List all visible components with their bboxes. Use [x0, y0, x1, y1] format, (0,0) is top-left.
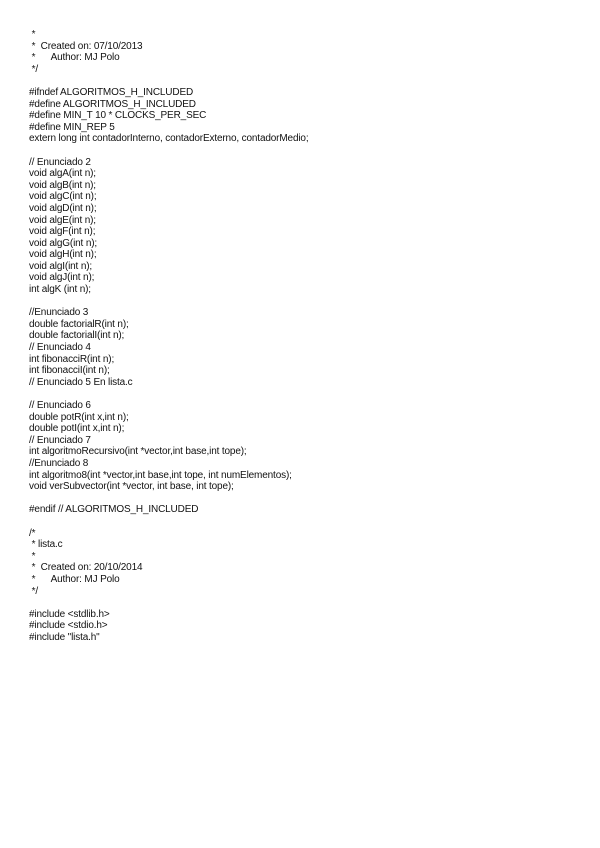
- code-line: #endif // ALGORITMOS_H_INCLUDED: [29, 504, 199, 516]
- code-line: // Enunciado 5 En lista.c: [29, 376, 133, 388]
- code-line: * Author: MJ Polo: [29, 573, 120, 585]
- code-line: * lista.c: [29, 539, 63, 551]
- code-line: int algoritmo8(int *vector,int base,int tope, int numElementos);: [29, 469, 292, 481]
- code-line: int fibonacciR(int n);: [29, 353, 115, 365]
- code-line: #include <stdio.h>: [29, 620, 108, 632]
- code-line: *: [29, 550, 36, 562]
- code-line: double potI(int x,int n);: [29, 423, 125, 435]
- code-line: // Enunciado 6: [29, 400, 91, 411]
- code-line: double factorialR(int n);: [29, 318, 129, 330]
- code-line: [29, 388, 589, 400]
- code-line: /*: [29, 527, 36, 539]
- code-line: void algI(int n);: [29, 260, 93, 272]
- code-line: #define ALGORITMOS_H_INCLUDED: [29, 98, 196, 110]
- code-line: [29, 597, 589, 609]
- code-line: #define MIN_REP 5: [29, 121, 115, 133]
- code-line: void algE(int n);: [29, 214, 96, 226]
- code-line: void algG(int n);: [29, 237, 98, 249]
- code-line: void algB(int n);: [29, 179, 96, 191]
- code-line: * Author: MJ Polo: [29, 52, 120, 64]
- code-line: */: [29, 63, 38, 75]
- code-line: //Enunciado 3: [29, 307, 89, 319]
- code-line: void algJ(int n);: [29, 272, 95, 284]
- code-line: #include "lista.h": [29, 631, 100, 643]
- code-line: [29, 493, 589, 505]
- code-line: int fibonacciI(int n);: [29, 365, 110, 377]
- code-line: * Created on: 20/10/2014: [29, 562, 143, 574]
- code-line: int algK (int n);: [29, 284, 91, 296]
- code-line: #include <stdlib.h>: [29, 608, 110, 620]
- code-line: *: [29, 29, 36, 40]
- code-line: */: [29, 585, 38, 597]
- code-line: double potR(int x,int n);: [29, 411, 129, 423]
- code-line: // Enunciado 4: [29, 342, 91, 354]
- code-line: int algoritmoRecursivo(int *vector,int base,int tope);: [29, 446, 247, 458]
- code-line: void algD(int n);: [29, 202, 97, 214]
- code-line: #ifndef ALGORITMOS_H_INCLUDED: [29, 86, 194, 98]
- code-line: double factorialI(int n);: [29, 330, 125, 342]
- code-line: void algF(int n);: [29, 226, 96, 238]
- code-line: extern long int contadorInterno, contadorExterno, contadorMedio;: [29, 133, 309, 145]
- code-line: [29, 145, 589, 157]
- code-line: // Enunciado 7: [29, 434, 91, 446]
- code-line: [29, 516, 589, 528]
- code-line: [29, 75, 589, 87]
- code-line: void verSubvector(int *vector, int base, int tope);: [29, 481, 234, 493]
- code-line: [29, 296, 589, 308]
- code-line: //Enunciado 8: [29, 457, 89, 469]
- code-line: #define MIN_T 10 * CLOCKS_PER_SEC: [29, 110, 207, 122]
- code-line: // Enunciado 2: [29, 156, 91, 168]
- code-line: * Created on: 07/10/2013: [29, 40, 143, 52]
- code-line: void algC(int n);: [29, 191, 97, 203]
- code-line: void algH(int n);: [29, 249, 97, 261]
- source-code-listing: [29, 29, 589, 643]
- code-line: void algA(int n);: [29, 168, 96, 180]
